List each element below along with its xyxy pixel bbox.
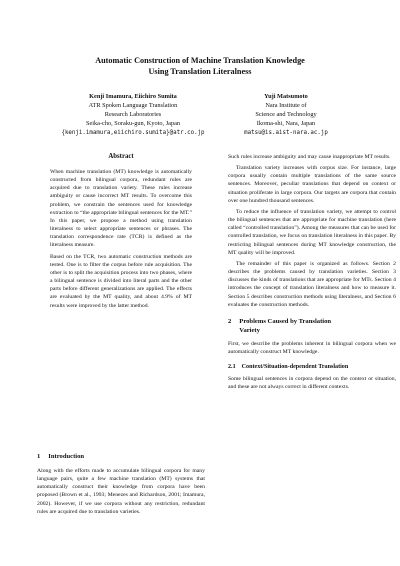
title-line-1: Automatic Construction of Machine Translation Knowledge <box>95 56 305 65</box>
subsection-title: Context/Situation-dependent Translation <box>241 364 349 371</box>
section-title-line: Problems Caused by Translation <box>239 317 332 325</box>
author-address: Ikoma-shi, Nara, Japan <box>256 119 316 127</box>
author-email: matsu@is.aist-nara.ac.jp <box>244 129 328 136</box>
author-affiliation: ATR Spoken Language Translation <box>88 101 178 109</box>
body-paragraph: The remainder of this paper is organized as follows. Section 2 describes the problems caused by translation varieties. Section 3 discusses the kinds of translations that are appropriate for MTs. Section 4 introduces the concept of translation literalness and how to measure it. Section 5 describes construction methods using literalness, and Section 6 evaluates the construction methods. <box>228 260 396 308</box>
section-heading <box>37 452 205 461</box>
introduction-section <box>37 452 205 519</box>
subsection-number: 2.1 <box>228 364 236 371</box>
abstract-heading: Abstract <box>108 153 134 160</box>
body-paragraph: Some bilingual sentences in corpora depend on the context or situation, and these are not always correct in different contexts. <box>228 376 396 391</box>
section-number: 1 <box>37 453 41 460</box>
author-email: {kenji.imamura,eiichiro.sumita}@atr.co.jp <box>61 129 205 136</box>
author-address: Seika-cho, Soraku-gun, Kyoto, Japan <box>85 119 181 127</box>
body-paragraph: To reduce the influence of translation variety, we attempt to control the bilingual sentences that are appropriate for machine translation (here called “controlled translation”). Among the measures that can be used for controlled translation, we focus on translation literalness in this paper. By restricting bilingual sentences during MT knowledge construction, the MT quality will be improved. <box>228 208 396 256</box>
right-column <box>228 153 396 394</box>
abstract-body <box>50 168 192 313</box>
author-block-1 <box>58 93 208 138</box>
section-title-line: Variety <box>239 326 260 334</box>
body-paragraph: Translation variety increases with corpus size. For instance, large corpora usually contain multiple translations of the same source sentences. Moreover, peculiar translations that depend on context or situation proliferate in large corpora. Our targets are corpora that contain over one hundred thousand sentences. <box>228 165 396 204</box>
abstract-paragraph: Based on the TCR, two automatic construction methods are tested. One is to filter the corpus before rule acquisition. The other is to split the acquisition process into two phases, where a bilingual sentence is divided into literal parts and the other parts before different generalizations are applied. The effects are evaluated by the MT quality, and about 4.9% of MT results were improved by the latter method. <box>50 253 192 309</box>
author-affiliation: Research Laboratories <box>104 110 162 118</box>
author-affiliation: Nara Institute of <box>265 101 307 109</box>
author-name: Kenji Imamura, Eiichiro Sumita <box>89 93 177 100</box>
body-paragraph: First, we describe the problems inherent in bilingual corpora when we automatically construct MT knowledge. <box>228 340 396 355</box>
body-paragraph: Such rules increase ambiguity and may cause inappropriate MT results. <box>228 154 391 160</box>
author-block-2 <box>208 93 364 138</box>
subsection-heading <box>228 363 396 372</box>
section-title: Introduction <box>48 453 85 460</box>
title-line-2: Using Translation Literalness <box>148 66 252 76</box>
paper-title <box>40 56 360 77</box>
section-number: 2 <box>228 317 232 325</box>
abstract-paragraph: When machine translation (MT) knowledge is automatically constructed from bilingual corpora, redundant rules are acquired due to translation variety. These rules increase ambiguity or cause incorrect MT results. To overcome this problem, we constrain the sentences used for knowledge extraction to “the appropriate bilingual sentences for the MT.” In this paper, we propose a method using translation literalness to select appropriate sentences or phrases. The translation correspondence rate (TCR) is defined as the literalness measure. <box>50 169 192 249</box>
body-paragraph: Along with the efforts made to accumulate bilingual corpora for many language pairs, quite a few machine translation (MT) systems that automatically construct their knowledge from corpora have been proposed (Brown et al., 1993; Menezes and Richardson, 2001; Imamura, 2002). However, if we use corpora without any restriction, redundant rules are acquired due to translation varieties. <box>37 468 205 515</box>
section-title <box>239 317 331 335</box>
author-name: Yuji Matsumoto <box>264 93 308 100</box>
author-affiliation: Science and Technology <box>255 110 317 118</box>
section-heading <box>228 317 396 335</box>
